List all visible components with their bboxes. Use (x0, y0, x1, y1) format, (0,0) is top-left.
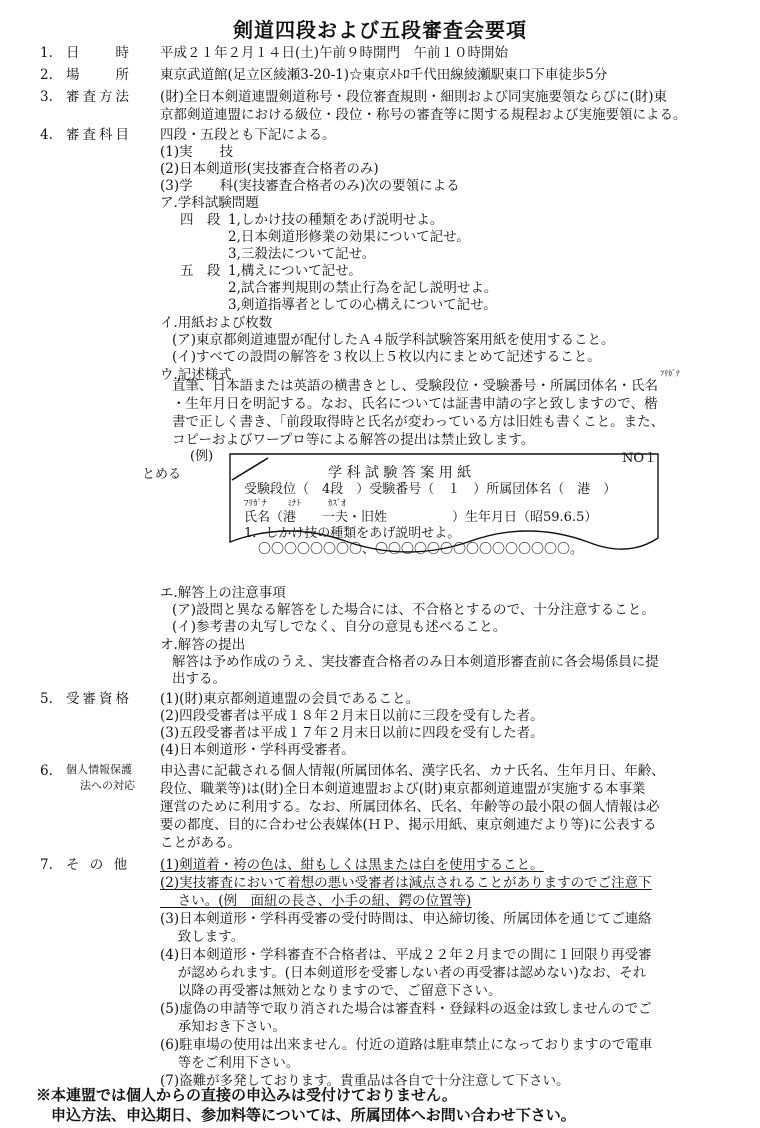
section-text-line: (3)五段受審者は平成１７年２月末日以前に四段を受有した者。 (160, 725, 544, 741)
page-title: 剣道四段および五段審査会要項 (233, 18, 527, 42)
section-label: 審査方法 (66, 89, 132, 105)
sheet-answer: 〇〇〇〇〇〇〇〇、〇〇〇〇〇〇〇〇〇〇〇〇〇〇〇。 (258, 542, 584, 557)
section-text-line: (2)日本剣道形(実技審査合格者のみ) (160, 161, 379, 177)
section-number: 4. (40, 127, 53, 143)
note-line: 等をご利用下さい。 (160, 1055, 300, 1071)
section-number: 6. (40, 763, 53, 779)
section-label: 場 所 (66, 67, 132, 83)
section-number: 5. (40, 691, 53, 707)
question-item: 2,試合審判規則の禁止行為を記し説明せよ。 (228, 280, 498, 296)
section-text-line: ・生年月日を明記する。なお、氏名については証書申請の字と致しますので、楷 (172, 396, 658, 412)
note-line: (5)虚偽の申請等で取り消された場合は審査料・登録料の返金は致しませんのでご (160, 1001, 652, 1017)
section-number: 7. (40, 857, 53, 873)
question-item: 3,剣道指導者としての心構えについて記せ。 (228, 297, 497, 313)
section-text-line: 要の都度、目的に合わせ公表媒体(ＨＰ、掲示用紙、東京剣連だより等)に公表する (160, 817, 657, 833)
sheet-row: 1．しかけ技の種類をあげ説明せよ。 (244, 526, 461, 541)
section-text-line: (1)(財)東京都剣道連盟の会員であること。 (160, 691, 420, 707)
section-text-line: ことがある。 (160, 835, 241, 851)
section-text-line: (イ)参考書の丸写しでなく、自分の意見も述べること。 (172, 619, 507, 635)
note-line-underlined: (2)実技審査において着想の悪い受審者は減点されることがありますのでご注意下 (160, 875, 652, 891)
section-text-line: 出する。 (172, 671, 226, 687)
grade-label: 五 段 (180, 263, 221, 279)
section-text-line: 四段・五段とも下記による。 (160, 127, 336, 143)
section-number: 1. (40, 45, 53, 61)
section-text-line: (2)四段受審者は平成１８年２月末日以前に三段を受有した者。 (160, 708, 544, 724)
section-number: 2. (40, 67, 53, 83)
section-text-line: (財)全日本剣道連盟剣道称号・段位審査規則・細則および同実施要領ならびに(財)東 (160, 89, 668, 105)
question-item: 1,しかけ技の種類をあげ説明せよ。 (228, 212, 444, 228)
section-text-line: (イ)すべての設問の解答を３枚以上５枚以内にまとめて記述すること。 (172, 349, 601, 365)
section-text-line: コピーおよびワープロ等による解答の提出は禁止致します。 (172, 432, 535, 448)
section-text-line: 書で正しく書き、「前段取得時と氏名が変わっている方は旧姓も書くこと。また、 (172, 414, 665, 430)
note-line: が認められます。(日本剣道形を受審しない者の再受審は認めない)なお、それ (160, 965, 647, 981)
section-text-line: (ア)設問と異なる解答をした場合には、不合格とするので、十分注意すること。 (172, 602, 655, 618)
sheet-furigana: ﾌﾘｶﾞﾅ ﾐﾅﾄ ｶｽﾞｵ (244, 499, 346, 509)
question-item: 1,構えについて記せ。 (228, 263, 362, 279)
subsection-title: オ.解答の提出 (160, 637, 246, 653)
section-text-line: 運営のために利用する。なお、所属団体名、氏名、年齢等の最小限の個人情報は必 (160, 799, 660, 815)
section-label: そ の 他 (66, 857, 131, 873)
section-text-line: (4)日本剣道形・学科再受審者。 (160, 742, 355, 758)
sheet-row: 氏名（港 一夫・旧姓 ）生年月日（昭59.6.5） (244, 510, 598, 525)
note-line: (3)日本剣道形・学科再受審の受付時間は、申込締切後、所属団体を通じてご連絡 (160, 911, 652, 927)
question-item: 2,日本剣道形修業の効果について記せ。 (228, 229, 470, 245)
section-text-line: (1)実 技 (160, 144, 234, 160)
subsection-title: イ.用紙および枚数 (160, 315, 273, 331)
example-answer-sheet (228, 450, 660, 560)
section-label: 日 時 (66, 45, 132, 61)
subsection-title: ウ.記述様式 (160, 367, 232, 383)
sheet-title: 学 科 試 験 答 案 用 紙 (328, 465, 472, 481)
note-line: (4)日本剣道形・学科審査不合格者は、平成２２年２月までの間に１回限り再受審 (160, 947, 652, 963)
staple-label: とめる (142, 467, 182, 482)
footer-line: ※本連盟では個人からの直接の申込みは受付けておりません。 (36, 1086, 457, 1104)
section-text-line: 解答は予め作成のうえ、実技審査合格者のみ日本剣道形審査前に各会場係員に提 (172, 654, 659, 670)
section-text-line: 京都剣道連盟における級位・段位・称号の審査等に関する規程および実施要領による。 (160, 107, 687, 123)
note-line-underlined: (1)剣道着・袴の色は、紺もしくは黒または白を使用すること。 (160, 857, 544, 873)
section-label: 審査科目 (66, 127, 132, 143)
section-number: 3. (40, 89, 53, 105)
section-text-line: (ア)東京都剣道連盟が配付したＡ４版学科試験答案用紙を使用すること。 (172, 332, 615, 348)
subsection-title: エ.解答上の注意事項 (160, 585, 286, 601)
note-line: (7)盗難が多発しております。貴重品は各自で十分注意して下さい。 (160, 1073, 570, 1089)
section-text-line: 段位、職業等)は(財)全日本剣道連盟および(財)東京都剣道連盟が実施する本事業 (160, 781, 646, 797)
section-label: 受審資格 (66, 691, 132, 707)
furigana-note: ﾌﾘｶﾞﾅ (660, 369, 680, 378)
section-label: 法への対応 (80, 779, 135, 792)
section-text: 平成２１年２月１４日(土)午前９時開門 午前１０時開始 (160, 45, 509, 61)
section-text-line: 申込書に記載される個人情報(所属団体名、漢字氏名、カナ氏名、生年月日、年齢、 (160, 763, 665, 779)
sheet-number: NO１ (622, 451, 658, 466)
section-text: 東京武道館(足立区綾瀬3-20-1)☆東京ﾒﾄﾛ千代田線綾瀬駅東口下車徒歩5分 (160, 67, 608, 83)
question-item: 3,三殺法について記せ。 (228, 246, 376, 262)
grade-label: 四 段 (180, 212, 221, 228)
section-text-line: 直筆、日本語または英語の横書きとし、受験段位・受験番号・所属団体名・氏名 (172, 378, 658, 394)
note-line: (6)駐車場の使用は出来ません。付近の道路は駐車禁止になっておりますので電車 (160, 1037, 653, 1053)
sheet-row: 受験段位（ 4段 ）受験番号（ １ ）所属団体名（ 港 ） (244, 482, 617, 497)
subsection-title: ア.学科試験問題 (160, 195, 259, 211)
note-line-underlined: さい。(例 面紐の長さ、小手の紐、鍔の位置等) (160, 893, 472, 909)
note-line: 以降の再受審は無効となりますので、ご留意下さい。 (160, 983, 502, 999)
note-line: 承知おき下さい。 (160, 1019, 286, 1035)
footer-line: 申込方法、申込期日、参加料等については、所属団体へお問い合わせ下さい。 (36, 1106, 576, 1124)
note-line: 致します。 (160, 929, 245, 945)
section-text-line: (3)学 科(実技審査合格者のみ)次の要領による (160, 178, 460, 194)
section-label: 個人情報保護 (66, 763, 132, 776)
example-label: (例) (190, 449, 214, 464)
